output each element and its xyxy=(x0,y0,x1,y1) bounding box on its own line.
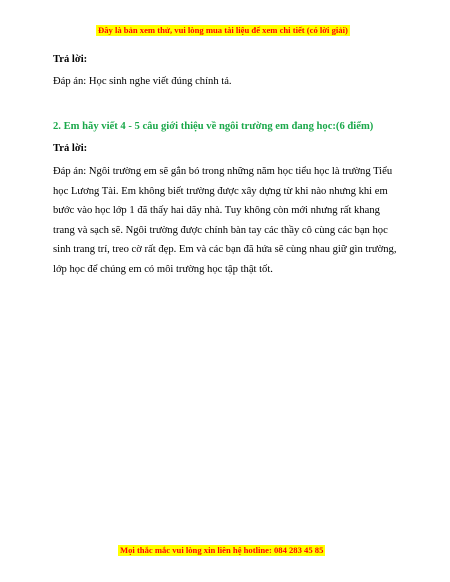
answer-label-2: Trả lời: xyxy=(53,143,88,154)
hotline-notice-banner: Mọi thắc mắc vui lòng xin liên hệ hotline: 084 283 45 85 xyxy=(120,545,324,555)
answer-text-2: Đáp án: Ngôi trường em sẽ gắn bó trong những năm học tiểu học là trường Tiểu học Lương Tài. Em không biết trường được xây dựng từ khi nào nhưng khi em bước vào học lớp 1 đã thấy hai dãy nhà. Tuy không còn mới nhưng rất khang trang và sạch sẽ. Ngôi trường được chính bàn tay các thầy cô cùng các bạn học sinh trang trí, treo cờ rất đẹp. Em và các bạn đã hứa sẽ cùng nhau giữ gìn trường, lớp học để chúng em có môi trường học tập thật tốt. xyxy=(53,166,397,275)
question-2-heading: 2. Em hãy viết 4 - 5 câu giới thiệu về ngôi trường em đang học:(6 điểm) xyxy=(53,121,374,132)
preview-notice-banner: Đây là bản xem thử, vui lòng mua tài liệu để xem chi tiết (có lời giải) xyxy=(98,25,348,35)
answer-label-1: Trả lời: xyxy=(53,54,88,65)
answer-text-1: Đáp án: Học sinh nghe viết đúng chính tả. xyxy=(53,76,232,87)
